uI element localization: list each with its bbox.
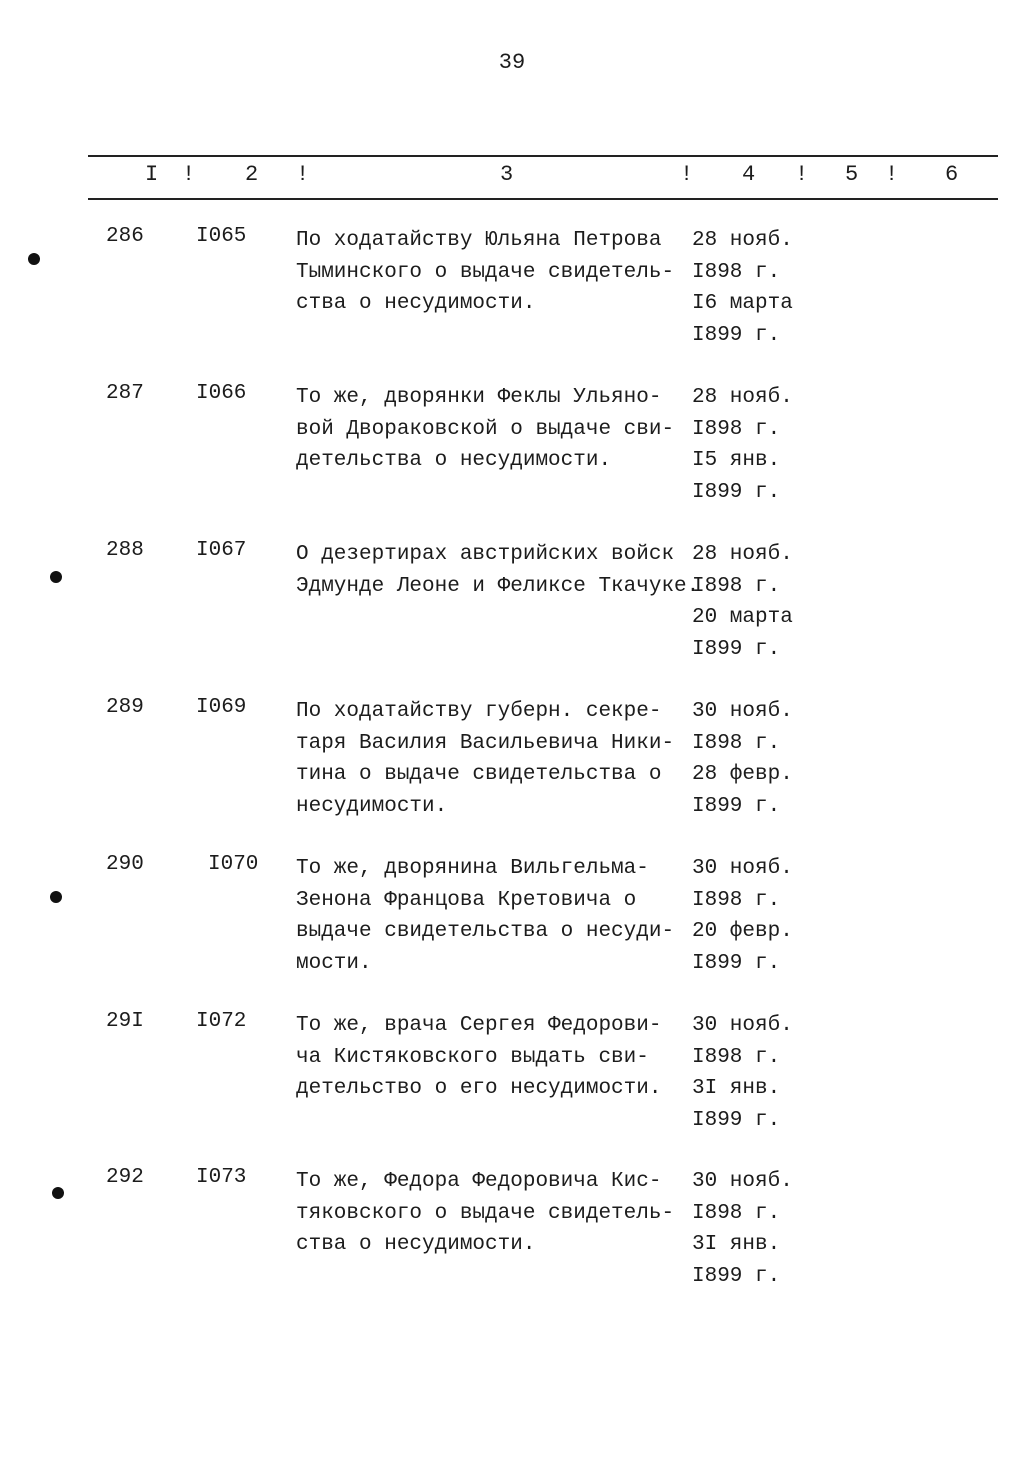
date-line: I899 г. <box>692 794 781 818</box>
header-col1: I <box>145 162 159 187</box>
entry-dates <box>692 853 793 979</box>
description-line: ства о несудимости. <box>296 1233 536 1256</box>
date-line: I899 г. <box>692 1264 781 1288</box>
description-line: тяковского о выдаче свидетель- <box>296 1201 675 1225</box>
description-line: ства о несудимости. <box>296 292 536 315</box>
entry-dates <box>692 225 793 351</box>
header-col2: 2 <box>245 162 259 187</box>
date-line: I898 г. <box>692 1201 781 1225</box>
description-line: По ходатайству губерн. секре- <box>296 700 662 723</box>
entry-code: I072 <box>196 1010 247 1033</box>
header-sep: ! <box>296 162 310 187</box>
description-line: детельство о его несудимости. <box>296 1077 662 1100</box>
table-header <box>0 162 1024 192</box>
date-line: 30 нояб. <box>692 1014 793 1037</box>
entry-number: 289 <box>106 696 144 719</box>
description-line: О дезертирах австрийских войск <box>296 543 675 566</box>
header-col3: 3 <box>500 162 514 187</box>
entry-dates <box>692 1166 793 1292</box>
date-line: 30 нояб. <box>692 700 793 723</box>
page-number: 39 <box>498 50 526 75</box>
entry-dates <box>692 539 793 665</box>
description-line: То же, врача Сергея Федорови- <box>296 1014 662 1037</box>
date-line: I5 янв. <box>692 449 781 472</box>
date-line: I899 г. <box>692 951 781 975</box>
entry-description <box>296 225 688 320</box>
entry-description <box>296 539 700 602</box>
description-line: То же, Федора Федоровича Кис- <box>296 1170 662 1193</box>
date-line: I899 г. <box>692 480 781 504</box>
entry-number: 29I <box>106 1010 144 1033</box>
date-line: 28 нояб. <box>692 386 793 409</box>
entry-number: 287 <box>106 382 144 405</box>
date-line: I898 г. <box>692 417 781 441</box>
date-line: I898 г. <box>692 260 781 284</box>
date-line: 3I янв. <box>692 1233 781 1256</box>
date-line: I898 г. <box>692 574 781 598</box>
entry-number: 292 <box>106 1166 144 1189</box>
date-line: I899 г. <box>692 637 781 661</box>
date-line: I898 г. <box>692 731 781 755</box>
date-line: 30 нояб. <box>692 857 793 880</box>
entry-dates <box>692 382 793 508</box>
description-line: мости. <box>296 951 372 975</box>
entry-description <box>296 1010 688 1105</box>
binding-hole-mark <box>52 1187 64 1199</box>
entry-dates <box>692 696 793 822</box>
entry-code: I065 <box>196 225 247 248</box>
header-col4: 4 <box>742 162 756 187</box>
header-col5: 5 <box>845 162 859 187</box>
description-line: ча Кистяковского выдать сви- <box>296 1045 649 1069</box>
description-line: выдаче свидетельства о несуди- <box>296 920 675 943</box>
entry-dates <box>692 1010 793 1136</box>
description-line: Зенона Францова Кретовича о <box>296 888 637 912</box>
binding-hole-mark <box>50 571 62 583</box>
entry-code: I073 <box>196 1166 247 1189</box>
description-line: таря Василия Васильевича Ники- <box>296 731 675 755</box>
entry-number: 288 <box>106 539 144 562</box>
entry-code: I067 <box>196 539 247 562</box>
entry-description <box>296 853 688 979</box>
date-line: 20 февр. <box>692 920 793 943</box>
header-sep: ! <box>680 162 694 187</box>
table-header-rule <box>88 198 998 200</box>
header-sep: ! <box>885 162 899 187</box>
entry-description <box>296 696 688 822</box>
header-sep: ! <box>182 162 196 187</box>
description-line: То же, дворянина Вильгельма- <box>296 857 649 880</box>
date-line: I6 марта <box>692 292 793 315</box>
date-line: 28 февр. <box>692 763 793 786</box>
date-line: 28 нояб. <box>692 543 793 566</box>
binding-hole-mark <box>28 253 40 265</box>
description-line: Тыминского о выдаче свидетель- <box>296 260 675 284</box>
entry-code: I070 <box>208 853 259 876</box>
description-line: несудимости. <box>296 794 448 818</box>
table-top-rule <box>88 155 998 157</box>
binding-hole-mark <box>50 891 62 903</box>
date-line: 20 марта <box>692 606 793 629</box>
description-line: По ходатайству Юльяна Петрова <box>296 229 662 252</box>
entry-code: I066 <box>196 382 247 405</box>
date-line: I899 г. <box>692 323 781 347</box>
header-sep: ! <box>795 162 809 187</box>
date-line: I899 г. <box>692 1108 781 1132</box>
entry-description <box>296 1166 688 1261</box>
description-line: вой Двораковской о выдаче сви- <box>296 417 675 441</box>
date-line: 3I янв. <box>692 1077 781 1100</box>
entry-code: I069 <box>196 696 247 719</box>
date-line: 28 нояб. <box>692 229 793 252</box>
entry-description <box>296 382 688 477</box>
date-line: 30 нояб. <box>692 1170 793 1193</box>
entry-number: 290 <box>106 853 144 876</box>
description-line: детельства о несудимости. <box>296 449 612 472</box>
description-line: тина о выдаче свидетельства о <box>296 763 662 786</box>
header-col6: 6 <box>945 162 959 187</box>
entry-number: 286 <box>106 225 144 248</box>
date-line: I898 г. <box>692 1045 781 1069</box>
description-line: То же, дворянки Феклы Ульяно- <box>296 386 662 409</box>
description-line: Эдмунде Леоне и Феликсе Ткачуке. <box>296 574 700 598</box>
date-line: I898 г. <box>692 888 781 912</box>
